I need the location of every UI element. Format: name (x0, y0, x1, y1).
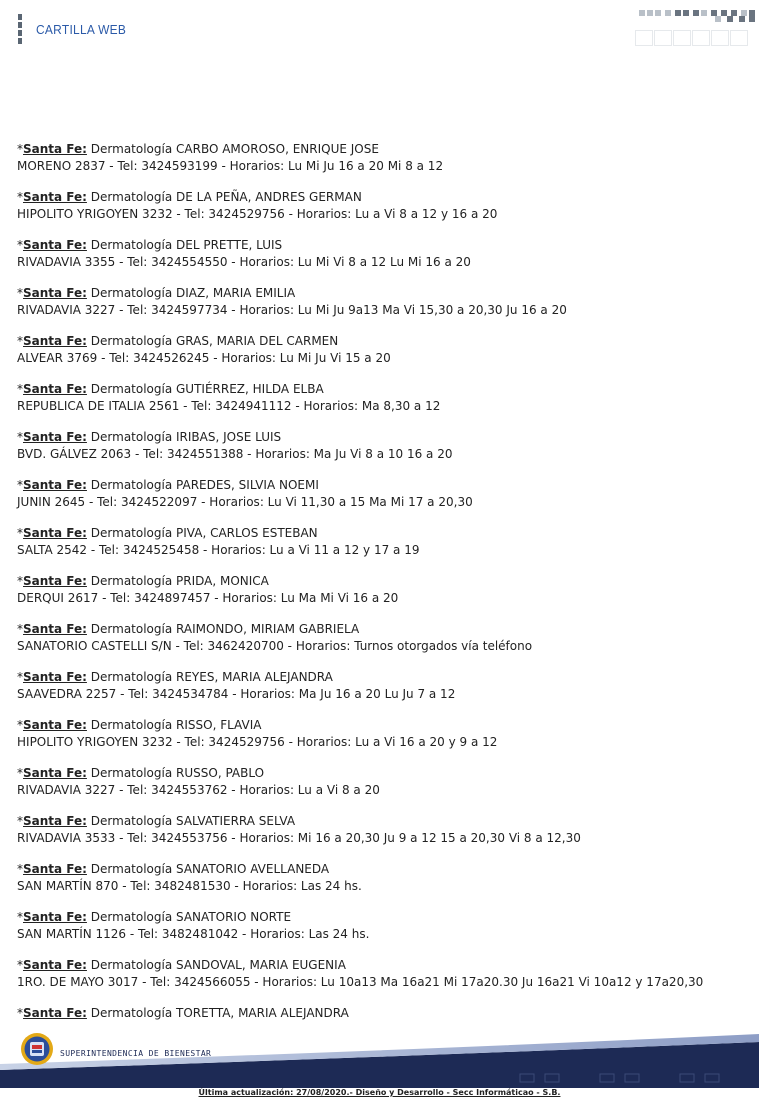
provider-heading: *Santa Fe: Dermatología IRIBAS, JOSE LUIS (17, 430, 282, 444)
provider-entry (17, 1005, 747, 1022)
decor-outline (730, 30, 748, 46)
provider-entry (17, 429, 747, 463)
provider-entry (17, 477, 747, 511)
provider-name: Dermatología RAIMONDO, MIRIAM GABRIELA (90, 622, 360, 636)
provider-heading: *Santa Fe: Dermatología PAREDES, SILVIA NOEMI (17, 478, 319, 492)
provider-name: Dermatología PIVA, CARLOS ESTEBAN (90, 526, 318, 540)
provider-heading: *Santa Fe: Dermatología SANATORIO AVELLANEDA (17, 862, 330, 876)
decor-square (701, 10, 707, 16)
provider-heading: *Santa Fe: Dermatología PRIDA, MONICA (17, 574, 269, 588)
provider-heading: *Santa Fe: Dermatología DE LA PEÑA, ANDRES GERMAN (17, 190, 362, 204)
provider-name: Dermatología RISSO, FLAVIA (90, 718, 262, 732)
provider-heading: *Santa Fe: Dermatología REYES, MARIA ALEJANDRA (17, 670, 333, 684)
provider-name: Dermatología CARBO AMOROSO, ENRIQUE JOSE (90, 142, 379, 156)
provider-location: Santa Fe: (23, 718, 87, 732)
provider-location: Santa Fe: (23, 766, 87, 780)
provider-heading: *Santa Fe: Dermatología RAIMONDO, MIRIAM GABRIELA (17, 622, 360, 636)
provider-name: Dermatología PRIDA, MONICA (90, 574, 269, 588)
provider-entry (17, 141, 747, 175)
provider-entry (17, 285, 747, 319)
decor-square (715, 16, 721, 22)
provider-details: 1RO. DE MAYO 3017 - Tel: 3424566055 - Horarios: Lu 10a13 Ma 16a21 Mi 17a20.30 Ju 16a21 Vi 10a12 y 17a20,30 (17, 975, 704, 989)
provider-details: ALVEAR 3769 - Tel: 3424526245 - Horarios: Lu Mi Ju Vi 15 a 20 (17, 351, 391, 365)
provider-details: SAAVEDRA 2257 - Tel: 3424534784 - Horarios: Ma Ju 16 a 20 Lu Ju 7 a 12 (17, 687, 456, 701)
provider-location: Santa Fe: (23, 910, 87, 924)
provider-entry (17, 909, 747, 943)
provider-details: DERQUI 2617 - Tel: 3424897457 - Horarios: Lu Ma Mi Vi 16 a 20 (17, 591, 399, 605)
decor-outline (711, 30, 729, 46)
decor-square (665, 10, 671, 16)
organization-logo-icon (20, 1032, 54, 1066)
decor-square (693, 10, 699, 16)
decor-square (639, 10, 645, 16)
provider-name: Dermatología SANATORIO AVELLANEDA (90, 862, 330, 876)
provider-heading: *Santa Fe: Dermatología GUTIÉRREZ, HILDA ELBA (17, 382, 324, 396)
decor-square (655, 10, 661, 16)
provider-entry (17, 525, 747, 559)
provider-location: Santa Fe: (23, 142, 87, 156)
provider-entry (17, 333, 747, 367)
provider-heading: *Santa Fe: Dermatología TORETTA, MARIA ALEJANDRA (17, 1006, 349, 1020)
provider-entry (17, 381, 747, 415)
decor-square (647, 10, 653, 16)
footer-organization-name: SUPERINTENDENCIA DE BIENESTAR (60, 1049, 212, 1058)
decor-outline (654, 30, 672, 46)
provider-entry (17, 957, 747, 991)
provider-location: Santa Fe: (23, 814, 87, 828)
footer-band (0, 1030, 759, 1088)
provider-heading: *Santa Fe: Dermatología SANATORIO NORTE (17, 910, 292, 924)
provider-location: Santa Fe: (23, 286, 87, 300)
provider-entry (17, 237, 747, 271)
provider-details: SAN MARTÍN 1126 - Tel: 3482481042 - Horarios: Las 24 hs. (17, 927, 370, 941)
header-decoration (635, 10, 759, 48)
decor-square (749, 16, 755, 22)
provider-heading: *Santa Fe: Dermatología SANDOVAL, MARIA EUGENIA (17, 958, 346, 972)
provider-entry (17, 717, 747, 751)
header-accent-bar (18, 14, 22, 46)
decor-outline (635, 30, 653, 46)
provider-entry (17, 813, 747, 847)
provider-name: Dermatología RUSSO, PABLO (90, 766, 265, 780)
provider-name: Dermatología REYES, MARIA ALEJANDRA (90, 670, 333, 684)
provider-entry (17, 621, 747, 655)
provider-name: Dermatología PAREDES, SILVIA NOEMI (90, 478, 319, 492)
provider-heading: *Santa Fe: Dermatología CARBO AMOROSO, ENRIQUE JOSE (17, 142, 379, 156)
provider-name: Dermatología DEL PRETTE, LUIS (90, 238, 283, 252)
provider-location: Santa Fe: (23, 382, 87, 396)
provider-heading: *Santa Fe: Dermatología DIAZ, MARIA EMILIA (17, 286, 296, 300)
provider-details: MORENO 2837 - Tel: 3424593199 - Horarios: Lu Mi Ju 16 a 20 Mi 8 a 12 (17, 159, 444, 173)
provider-location: Santa Fe: (23, 958, 87, 972)
provider-details: SANATORIO CASTELLI S/N - Tel: 3462420700 - Horarios: Turnos otorgados vía teléfono (17, 639, 533, 653)
provider-list (17, 141, 747, 1036)
decor-outline (673, 30, 691, 46)
provider-entry (17, 573, 747, 607)
provider-name: Dermatología GUTIÉRREZ, HILDA ELBA (90, 382, 324, 396)
decor-square (675, 10, 681, 16)
provider-entry (17, 765, 747, 799)
provider-details: RIVADAVIA 3533 - Tel: 3424553756 - Horarios: Mi 16 a 20,30 Ju 9 a 12 15 a 20,30 Vi 8 a 12,30 (17, 831, 581, 845)
provider-location: Santa Fe: (23, 670, 87, 684)
provider-name: Dermatología IRIBAS, JOSE LUIS (90, 430, 282, 444)
provider-heading: *Santa Fe: Dermatología RISSO, FLAVIA (17, 718, 262, 732)
provider-details: RIVADAVIA 3227 - Tel: 3424597734 - Horarios: Lu Mi Ju 9a13 Ma Vi 15,30 a 20,30 Ju 16 a 20 (17, 303, 567, 317)
provider-details: SAN MARTÍN 870 - Tel: 3482481530 - Horarios: Las 24 hs. (17, 879, 362, 893)
provider-location: Santa Fe: (23, 1006, 87, 1020)
provider-name: Dermatología SANATORIO NORTE (90, 910, 292, 924)
provider-details: SALTA 2542 - Tel: 3424525458 - Horarios: Lu a Vi 11 a 12 y 17 a 19 (17, 543, 420, 557)
provider-location: Santa Fe: (23, 190, 87, 204)
provider-details: HIPOLITO YRIGOYEN 3232 - Tel: 3424529756 - Horarios: Lu a Vi 16 a 20 y 9 a 12 (17, 735, 498, 749)
page-header (0, 0, 759, 60)
provider-name: Dermatología SALVATIERRA SELVA (90, 814, 296, 828)
provider-details: RIVADAVIA 3227 - Tel: 3424553762 - Horarios: Lu a Vi 8 a 20 (17, 783, 380, 797)
provider-heading: *Santa Fe: Dermatología GRAS, MARIA DEL CARMEN (17, 334, 339, 348)
decor-square (727, 16, 733, 22)
provider-details: REPUBLICA DE ITALIA 2561 - Tel: 3424941112 - Horarios: Ma 8,30 a 12 (17, 399, 441, 413)
provider-details: BVD. GÁLVEZ 2063 - Tel: 3424551388 - Horarios: Ma Ju Vi 8 a 10 16 a 20 (17, 447, 453, 461)
provider-name: Dermatología SANDOVAL, MARIA EUGENIA (90, 958, 346, 972)
decor-outline (692, 30, 710, 46)
provider-name: Dermatología DIAZ, MARIA EMILIA (90, 286, 296, 300)
provider-name: Dermatología TORETTA, MARIA ALEJANDRA (90, 1006, 349, 1020)
provider-entry (17, 861, 747, 895)
provider-entry (17, 669, 747, 703)
provider-heading: *Santa Fe: Dermatología DEL PRETTE, LUIS (17, 238, 283, 252)
provider-details: RIVADAVIA 3355 - Tel: 3424554550 - Horarios: Lu Mi Vi 8 a 12 Lu Mi 16 a 20 (17, 255, 471, 269)
provider-location: Santa Fe: (23, 862, 87, 876)
provider-details: JUNIN 2645 - Tel: 3424522097 - Horarios: Lu Vi 11,30 a 15 Ma Mi 17 a 20,30 (17, 495, 473, 509)
provider-heading: *Santa Fe: Dermatología PIVA, CARLOS ESTEBAN (17, 526, 318, 540)
decor-square (683, 10, 689, 16)
provider-heading: *Santa Fe: Dermatología SALVATIERRA SELVA (17, 814, 296, 828)
provider-location: Santa Fe: (23, 526, 87, 540)
provider-name: Dermatología DE LA PEÑA, ANDRES GERMAN (90, 190, 362, 204)
footer-update-note: Última actualización: 27/08/2020.- Diseño y Desarrollo - Secc Informáticao - S.B. (198, 1088, 561, 1097)
provider-location: Santa Fe: (23, 478, 87, 492)
provider-location: Santa Fe: (23, 622, 87, 636)
provider-location: Santa Fe: (23, 430, 87, 444)
provider-location: Santa Fe: (23, 574, 87, 588)
provider-heading: *Santa Fe: Dermatología RUSSO, PABLO (17, 766, 265, 780)
provider-details: HIPOLITO YRIGOYEN 3232 - Tel: 3424529756 - Horarios: Lu a Vi 8 a 12 y 16 a 20 (17, 207, 498, 221)
provider-location: Santa Fe: (23, 238, 87, 252)
provider-name: Dermatología GRAS, MARIA DEL CARMEN (90, 334, 339, 348)
provider-entry (17, 189, 747, 223)
page-title: CARTILLA WEB (36, 22, 127, 37)
decor-square (739, 16, 745, 22)
provider-location: Santa Fe: (23, 334, 87, 348)
